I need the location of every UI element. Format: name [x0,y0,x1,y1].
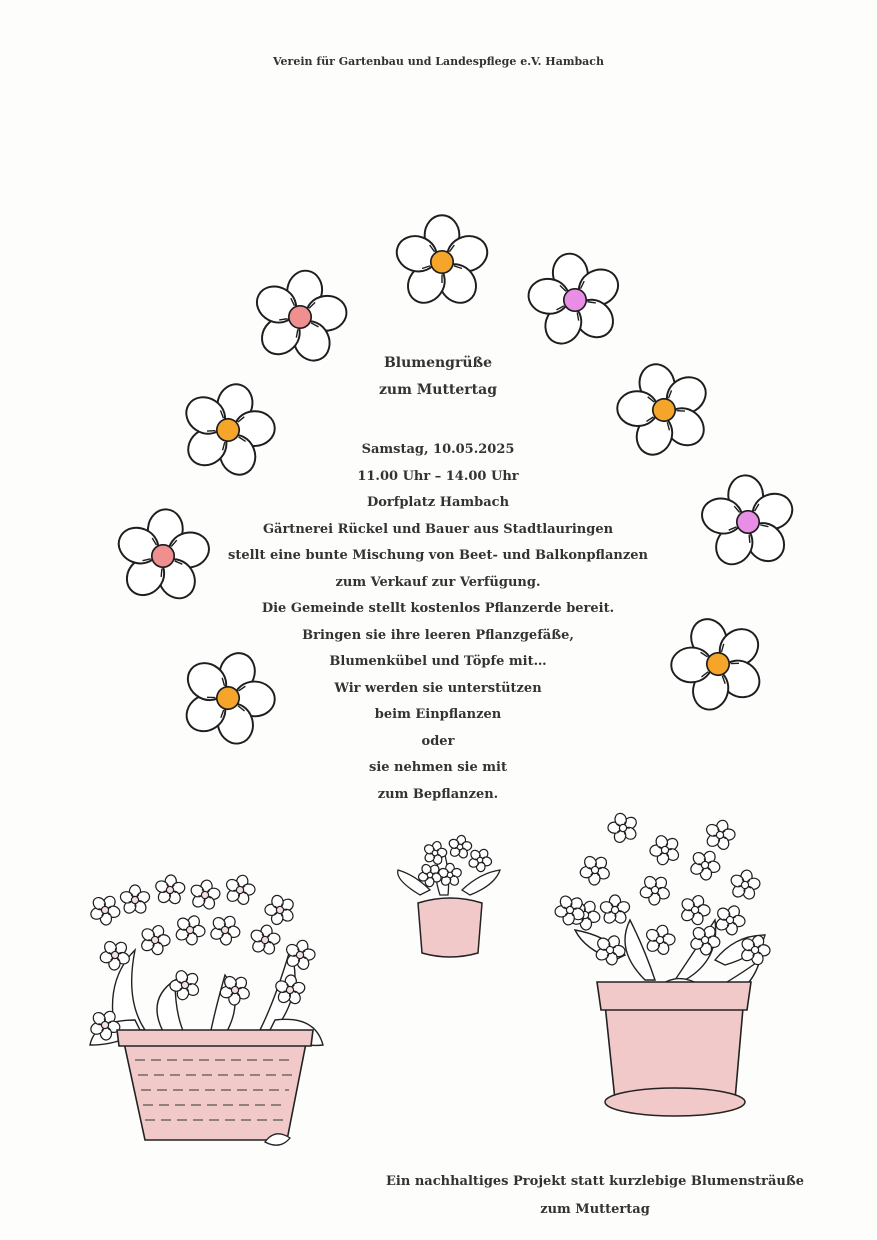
blossom-icon [169,910,211,951]
details-line: sie nehmen sie mit [369,760,507,775]
blossom-icon [601,806,644,850]
blossom-icon [641,921,680,959]
details-line: Die Gemeinde stellt kostenlos Pflanzerde bereit. [261,601,615,616]
details-line: Wir werden sie unterstützen [334,680,542,696]
blossom-icon [119,885,151,915]
flower-icon [518,245,633,356]
blossom-icon [701,816,740,854]
footer-line2: zum Muttertag [540,1202,650,1217]
event-title-line2: zum Muttertag [378,382,498,398]
flower-icon [392,215,492,310]
blossom-icon [247,922,284,958]
organization-header: Verein für Gartenbau und Landespflege e.V. Hambach [273,55,604,68]
details-line: Bringen sie ihre leeren Pflanzgefäße, [302,627,574,643]
details-line: beim Einpflanzen [374,707,502,722]
footer-line1: Ein nachhaltiges Projekt statt kurzlebige Blumensträuße [386,1174,804,1189]
blossom-icon [153,874,188,907]
details-date: Samstag, 10.05.2025 [361,442,515,457]
blossom-icon [221,871,260,909]
terracotta-pot-illustration [555,810,775,1120]
blossom-icon [203,909,246,951]
blossom-icon [643,828,687,872]
event-title-line1: Blumengrüße [383,355,493,371]
footer-note [330,1168,860,1224]
blossom-icon [675,890,716,930]
details-line: zum Bepflanzen. [377,786,499,802]
details-time: 11.00 Uhr – 14.00 Uhr [357,468,519,484]
event-title [138,350,738,404]
details-location: Dorfplatz Hambach [366,495,510,510]
blossom-icon [135,920,176,960]
event-details [138,437,738,808]
details-line: stellt eine bunte Mischung von Beet- und Balkonpflanzen [228,548,648,563]
blossom-icon [683,844,726,886]
basket-pot-illustration [75,870,335,1150]
blossom-icon [187,877,224,913]
blossom-icon [446,833,475,861]
blossom-icon [83,889,126,931]
details-line: zum Verkauf zur Verfügung. [335,574,541,590]
blossom-icon [633,868,677,912]
blossom-icon [727,867,764,903]
details-line: oder [421,733,455,749]
small-pot-illustration [390,825,510,965]
blossom-icon [599,895,631,925]
blossom-icon [573,848,617,892]
details-line: Gärtnerei Rückel und Bauer aus Stadtlauringen [262,521,614,537]
details-line: Blumenkübel und Töpfe mit… [329,654,547,669]
